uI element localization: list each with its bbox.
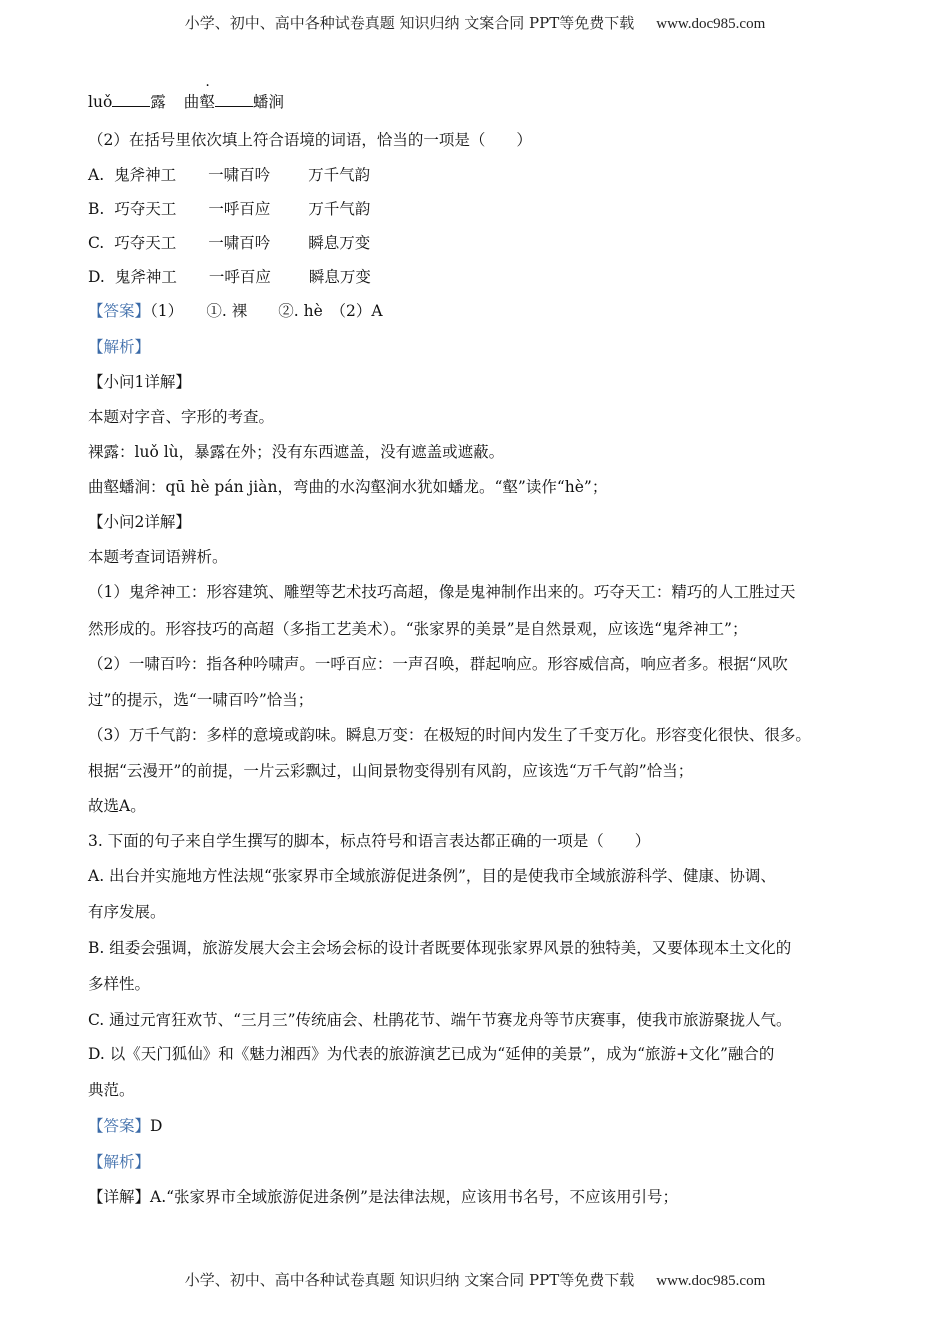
sub1-line-3: 曲壑蟠涧：qū hè pán jiàn，弯曲的水沟壑涧水犹如蟠龙。“壑”读作“hè”； [88, 478, 608, 496]
option-word: 一啸百吟 [208, 166, 271, 184]
sub2-line-7: 根据“云漫开”的前提，一片云彩飘过，山间景物变得别有风韵，应该选“万千气韵”恰当； [88, 762, 694, 780]
sub2-line-1: 本题考查词语辨析。 [88, 548, 228, 566]
sub1-line-1: 本题对字音、字形的考查。 [88, 408, 275, 426]
option-label: D. [88, 268, 105, 286]
option-word: 瞬息万变 [308, 234, 371, 252]
header-site: www.doc985.com [656, 16, 766, 32]
q3-line-2: 有序发展。 [88, 903, 166, 921]
q3-stem: 3. 下面的句子来自学生撰写的脚本，标点符号和语言表达都正确的一项是（ ） [88, 832, 651, 850]
q3-line-3: B. 组委会强调，旅游发展大会主会场会标的设计者既要体现张家界风景的独特美，又要体现本土文化的 [88, 939, 792, 957]
sub2-line-8: 故选A。 [88, 797, 146, 815]
sub2-line-4: （2）一啸百吟：指各种吟啸声。一呼百应：一声召唤，群起响应。形容威信高，响应者多。根据“风吹 [88, 655, 788, 673]
q2-stem: （2）在括号里依次填上符合语境的词语，恰当的一项是（ ） [88, 131, 532, 149]
q3-line-4: 多样性。 [88, 975, 151, 993]
q2-option-d [88, 265, 371, 287]
q3-line-1: A. 出台并实施地方性法规“张家界市全域旅游促进条例”，目的是使我市全域旅游科学、健康、协调、 [88, 867, 776, 885]
q3-line-5: C. 通过元宵狂欢节、“三月三”传统庙会、杜鹃花节、端午节赛龙舟等节庆赛事，使我市旅游聚拢人气。 [88, 1011, 792, 1029]
detail-3 [88, 1185, 678, 1207]
option-word: 万千气韵 [308, 166, 371, 184]
option-word: 鬼斧神工 [114, 268, 177, 286]
blank-1 [112, 94, 150, 107]
analysis3-tag: 【解析】 [88, 1153, 151, 1171]
answer-3 [88, 1114, 162, 1136]
page-footer [0, 1269, 950, 1290]
detail-text: A.“张家界市全域旅游促进条例”是法律法规，应该用书名号，不应该用引号； [150, 1188, 678, 1206]
option-label: B. [88, 200, 105, 218]
option-word: 巧夺天工 [114, 200, 177, 218]
q2-option-a [88, 163, 370, 185]
option-word: 瞬息万变 [308, 268, 371, 286]
detail-tag: 【详解】 [88, 1188, 151, 1206]
option-label: C. [88, 234, 105, 252]
q2-option-b [88, 197, 370, 219]
q3-line-7: 典范。 [88, 1081, 135, 1099]
sub2-line-3: 然形成的。形容技巧的高超（多指工艺美术）。“张家界的美景”是自然景观，应该选“鬼斧神工”； [88, 620, 748, 638]
q1-word2-post: 蟠涧 [252, 93, 284, 111]
option-word: 万千气韵 [308, 200, 371, 218]
option-word: 巧夺天工 [114, 234, 177, 252]
sub2-line-6: （3）万千气韵：多样的意境或韵味。瞬息万变：在极短的时间内发生了千变万化。形容变化很快、很多。 [88, 726, 811, 744]
option-word: 一呼百应 [208, 200, 271, 218]
option-word: 鬼斧神工 [114, 166, 177, 184]
footer-text: 小学、初中、高中各种试卷真题 知识归纳 文案合同 PPT等免费下载 [184, 1271, 635, 1289]
analysis-tag: 【解析】 [88, 338, 151, 356]
pinyin-luo: luǒ [88, 93, 113, 111]
option-label: A. [88, 166, 105, 184]
blank-2 [215, 94, 253, 107]
q1-word2-char: 壑 [199, 93, 215, 111]
sub2-tag: 【小问2详解】 [88, 513, 191, 531]
answer-1 [88, 299, 383, 321]
footer-site: www.doc985.com [656, 1273, 766, 1289]
page-header [0, 12, 950, 33]
answer-text: D [150, 1117, 163, 1135]
q1-word1: 露 [150, 93, 166, 111]
sub2-line-2: （1）鬼斧神工：形容建筑、雕塑等艺术技巧高超，像是鬼神制作出来的。巧夺天工：精巧的人工胜过天 [88, 583, 796, 601]
sub1-tag: 【小问1详解】 [88, 373, 191, 391]
q1-word2-pre: 曲 [183, 93, 200, 111]
option-word: 一呼百应 [208, 268, 271, 286]
answer-tag: 【答案】 [88, 302, 151, 320]
q3-line-6: D. 以《天门狐仙》和《魅力湘西》为代表的旅游演艺已成为“延伸的美景”，成为“旅游+文化”融合的 [88, 1045, 775, 1063]
q2-option-c [88, 231, 370, 253]
answer-tag: 【答案】 [88, 1117, 151, 1135]
header-text: 小学、初中、高中各种试卷真题 知识归纳 文案合同 PPT等免费下载 [184, 14, 635, 32]
q1-pinyin-line [88, 90, 284, 112]
option-word: 一啸百吟 [208, 234, 271, 252]
sub2-line-5: 过”的提示，选“一啸百吟”恰当； [88, 691, 314, 709]
sub1-line-2: 裸露：luǒ lù，暴露在外；没有东西遮盖，没有遮盖或遮蔽。 [88, 443, 505, 461]
answer-text: （1） ①. 裸 ②. hè （2）A [150, 302, 383, 320]
